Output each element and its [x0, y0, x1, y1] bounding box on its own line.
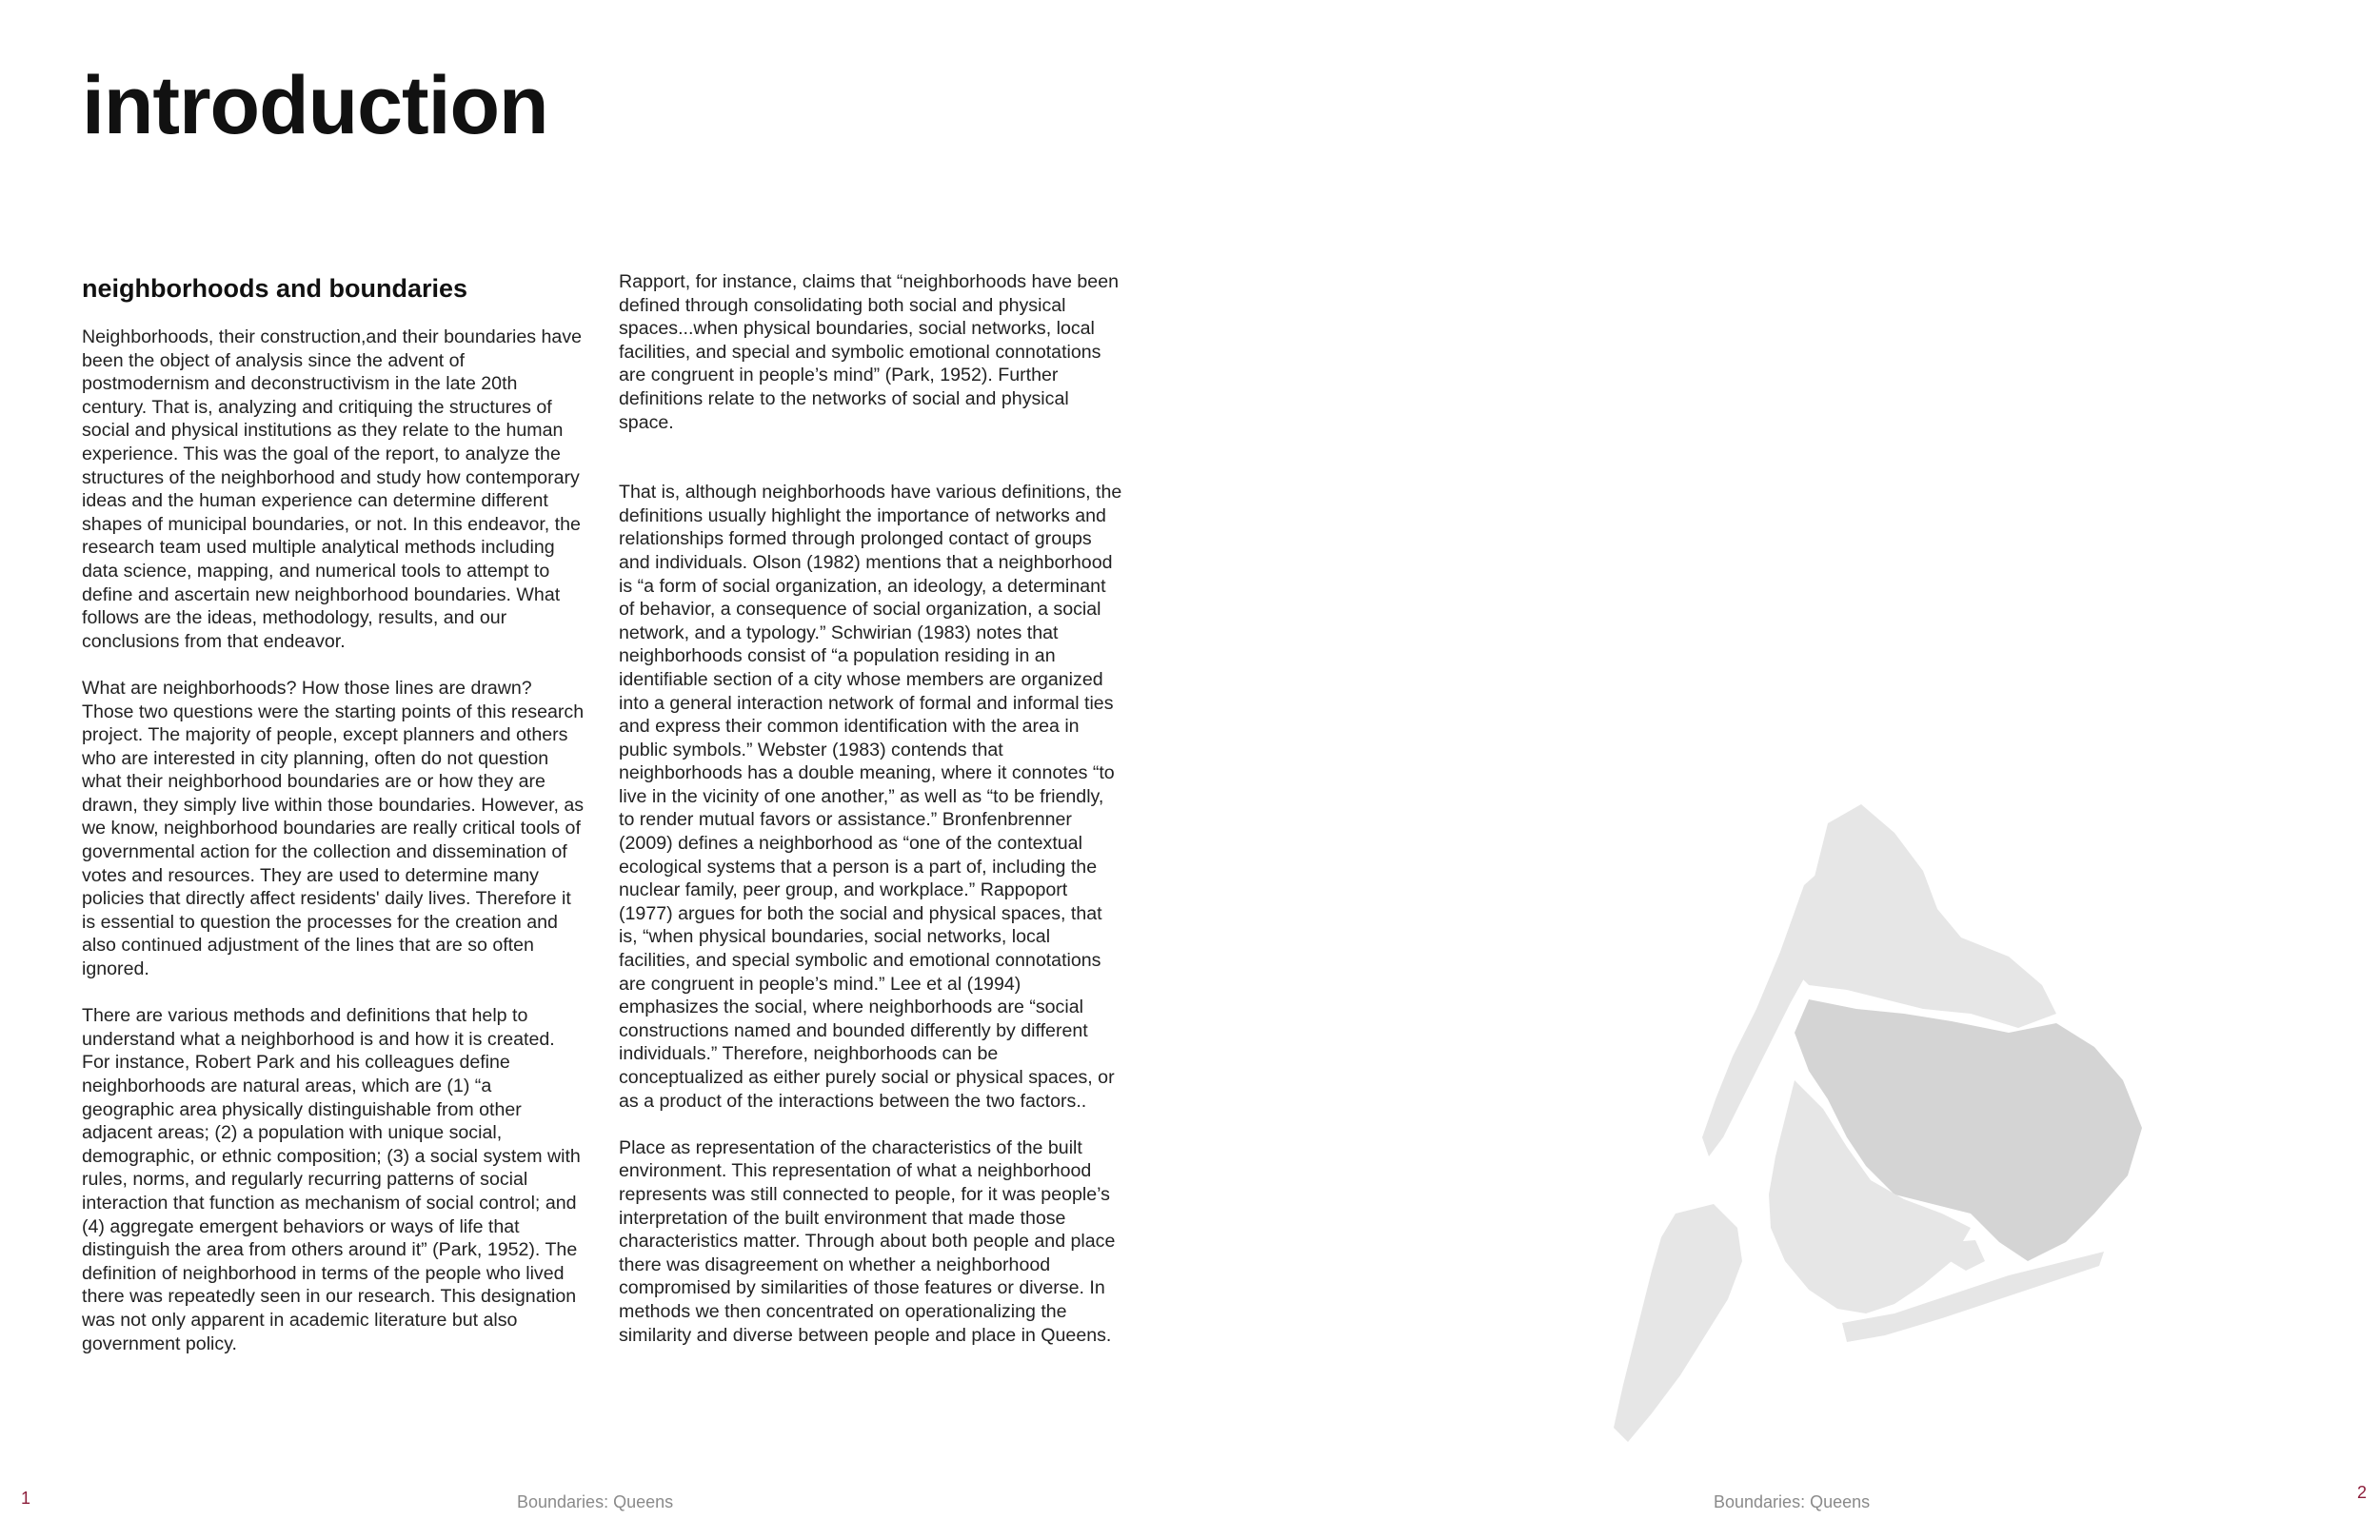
middle-text-column: [619, 270, 1123, 1371]
footer-caption-right: Boundaries: Queens: [1714, 1492, 1871, 1511]
paragraph-place: Place as representation of the characteristics of the built environment. This representation of what a neighborhood represents was still connected to people, for it was people’s interpretation of the built environment that made those characteristics matter. Through about both people and place there was disagreement on whether a neighborhood compromised by similarities of those features or diverse. In methods we then concentrated on operationalizing the similarity and diverse between people and place in Queens.: [619, 1136, 1116, 1346]
staten-island-shape: [1614, 1204, 1742, 1442]
page-number-left: 1: [21, 1489, 31, 1508]
footer-caption-left: Boundaries: Queens: [517, 1492, 674, 1511]
page-number-right: 2: [2357, 1483, 2368, 1502]
left-text-column: [82, 272, 586, 1379]
section-heading: neighborhoods and boundaries: [82, 274, 467, 303]
page-title: introduction: [82, 60, 548, 151]
bronx-shape: [1790, 804, 2056, 1028]
nyc-boroughs-map: [1609, 795, 2275, 1451]
paragraph-rapport: Rapport, for instance, claims that “neighborhoods have been defined through consolidating both social and physical spaces...when physical boundaries, social networks, local facilities, and special and symbolic emotional connotations are congruent in people’s mind” (Park, 1952). Further definitions relate to the networks of social and physical space.: [619, 271, 1119, 433]
paragraph-definitions: There are various methods and definitions that help to understand what a neighborhood is and how it is created. For instance, Robert Park and his colleagues define neighborhoods are natural areas, which are (1) “a geographic area physically distinguishable from other adjacent areas; (2) a population with unique social, demographic, or ethnic composition; (3) a social system with rules, norms, and regularly recurring patterns of social interaction that function as mechanism of social control; and (4) aggregate emergent behaviors or ways of life that distinguish the area from others around it” (Park, 1952). The definition of neighborhood in terms of the people who lived there was repeatedly seen in our research. This designation was not only apparent in academic literature but also government policy.: [82, 1005, 581, 1354]
paragraph-intro: Neighborhoods, their construction,and their boundaries have been the object of analysis since the advent of postmodernism and deconstructivism in the late 20th century. That is, analyzing and critiquing the structures of social and physical institutions as they relate to the human experience. This was the goal of the report, to analyze the structures of the neighborhood and study how contemporary ideas and the human experience can determine different shapes of municipal boundaries, or not. In this endeavor, the research team used multiple analytical methods including data science, mapping, and numerical tools to attempt to define and ascertain new neighborhood boundaries. What follows are the ideas, methodology, results, and our conclusions from that endeavor.: [82, 326, 583, 652]
paragraph-networks: That is, although neighborhoods have various definitions, the definitions usually highlight the importance of networks and relationships formed through prolonged contact of groups and individuals. Olson (1982) mentions that a neighborhood is “a form of social organization, an ideology, a determinant of behavior, a consequence of social organization, a social network, and a typology.” Schwirian (1983) notes that neighborhoods consist of “a population residing in an identifiable section of a city whose members are organized into a general interaction network of formal and informal ties and express their common identification with the area in public symbols.” Webster (1983) contends that neighborhoods has a double meaning, where it connotes “to live in the vicinity of one another,” as well as “to be friendly, to render mutual favors or assistance.” Bronfenbrenner (2009) defines a neighborhood as “one of the contextual ecological systems that a person is a part of, including the nuclear family, peer group, and workplace.” Rappoport (1977) argues for both the social and physical spaces, that is, “when physical boundaries, social networks, local facilities, and special symbolic and emotional connotations are congruent in people’s mind.” Lee et al (1994) emphasizes the social, where neighborhoods are “social constructions named and bounded differently by different individuals.” Therefore, neighborhoods can be conceptualized as either purely social or physical spaces, or as a product of the interactions between the two factors..: [619, 482, 1122, 1112]
paragraph-questions: What are neighborhoods? How those lines are drawn? Those two questions were the starting points of this research project. The majority of people, except planners and others who are interested in city planning, often do not question what their neighborhood boundaries are or how they are drawn, they simply live within those boundaries. However, as we know, neighborhood boundaries are really critical tools of governmental action for the collection and dissemination of votes and resources. They are used to determine many policies that directly affect residents' daily lives. Therefore it is essential to question the processes for the creation and also continued adjustment of the lines that are so often ignored.: [82, 677, 585, 980]
